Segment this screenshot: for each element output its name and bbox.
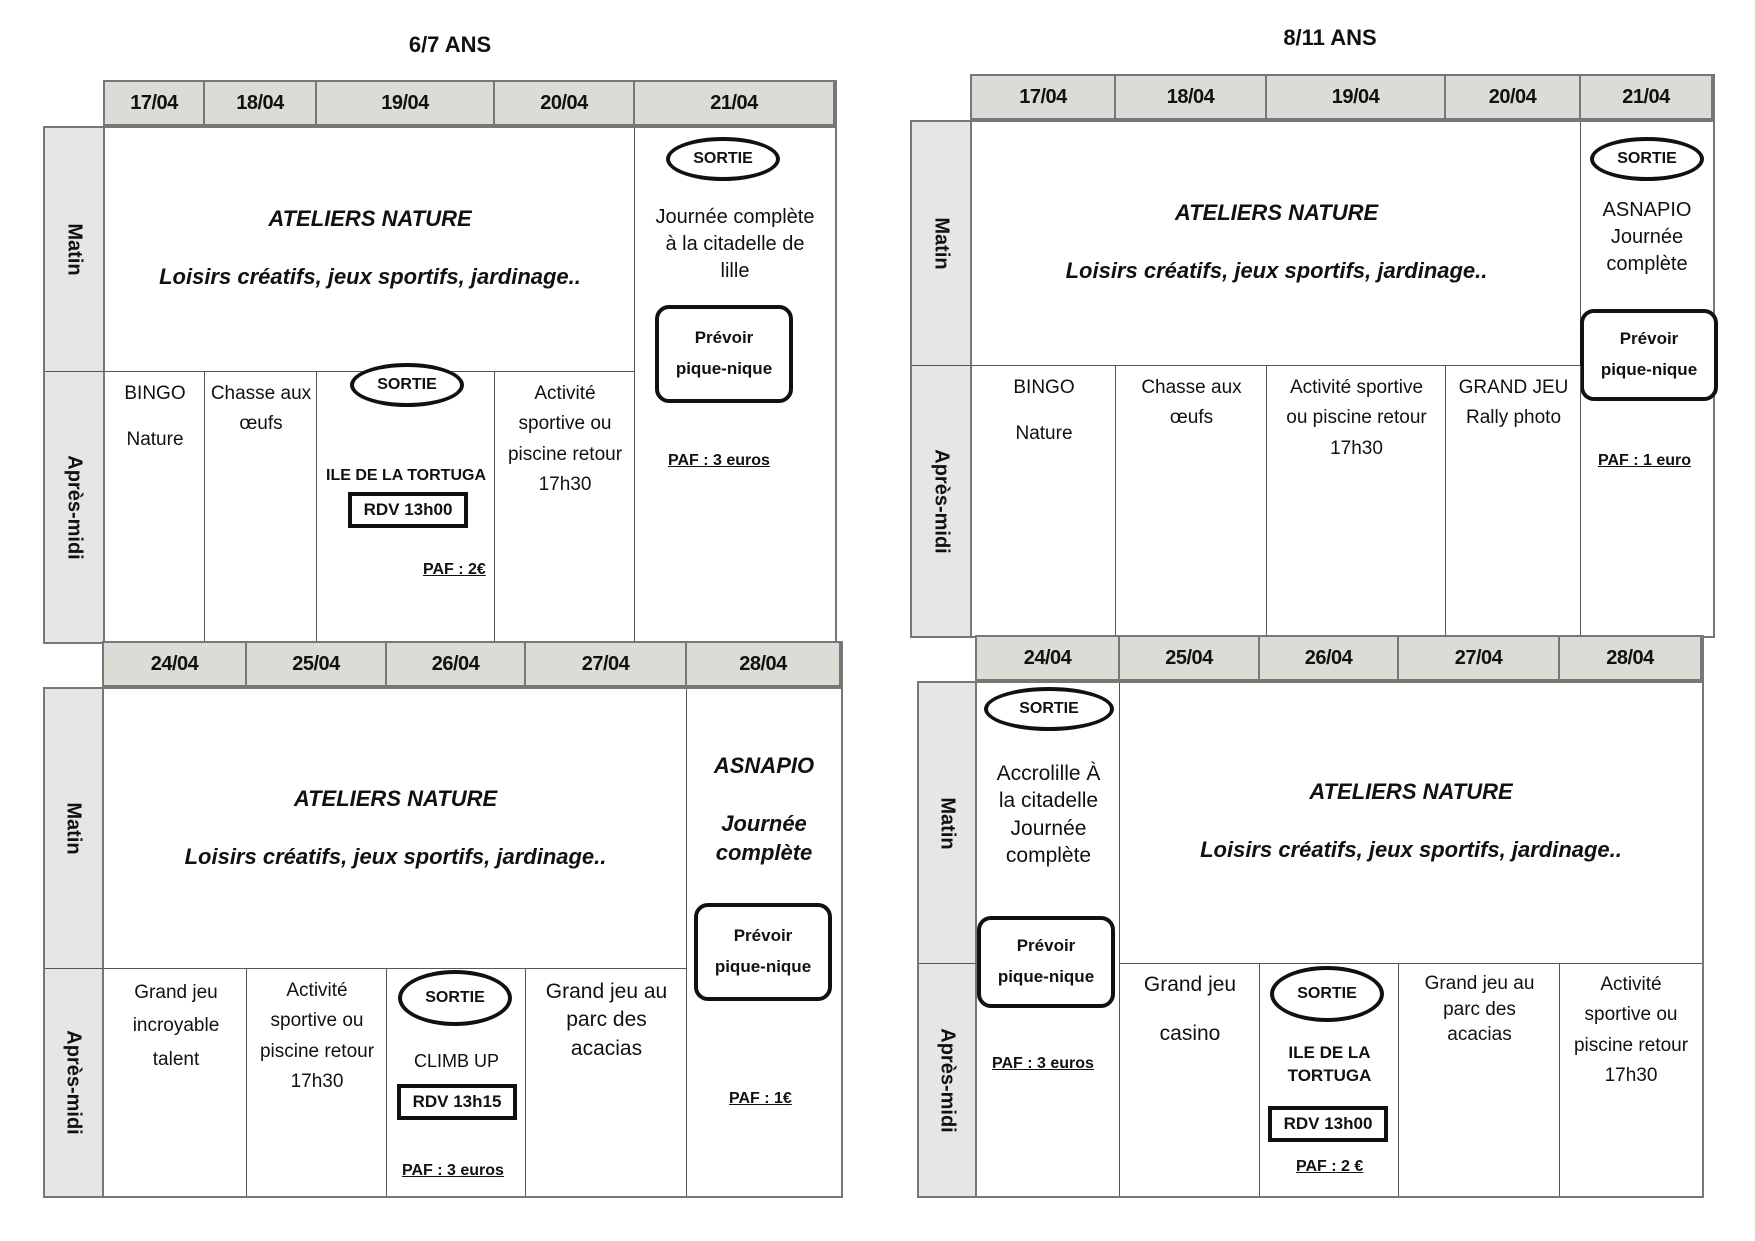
left-week1-day5-paf: PAF : 3 euros [668,452,770,469]
left-week2-pm3-text: CLIMB UP [413,1051,500,1071]
right-week2-day1-text: Accrolille À la citadelle Journée complète [996,762,1101,867]
right-week1-date-1: 17/04 [972,76,1116,120]
right-week1-day5-paf: PAF : 1 euro [1598,452,1692,469]
right-week2-date-2: 25/04 [1120,637,1260,681]
right-week2-pm4-text: Grand jeu au parc des acacias [1424,973,1535,1046]
left-week2-row-apresmidi: Après-midi [45,969,104,1196]
right-week2-pm3-paf: PAF : 2 € [1296,1158,1364,1175]
left-week2-pm2-text: Activité sportive ou piscine retour 17h30 [259,980,375,1093]
right-week1-pm2-text: Chasse aux œufs [1141,377,1242,429]
left-week1-morning-title: ATELIERS NATURE [268,206,472,231]
right-week1-row-matin: Matin [912,122,972,366]
right-week1-pm1-line1: BINGO [1013,377,1075,398]
right-week1-date-3: 19/04 [1267,76,1446,120]
right-week2-row-matin: Matin [919,683,977,964]
picnic-line1: Prévoir [733,926,793,946]
right-week1-pm1-line2: Nature [1015,423,1073,444]
left-week2-row-matin: Matin [45,689,104,969]
picnic-line1: Prévoir [1016,936,1076,956]
right-week1-morning-sub: Loisirs créatifs, jeux sportifs, jardinage.. [1065,258,1488,283]
right-week1-date-2: 18/04 [1116,76,1267,120]
right-week1-pm3-text: Activité sportive ou piscine retour 17h30 [1286,377,1427,459]
left-week1-pm3-sortie-oval: SORTIE [350,363,464,407]
right-week2-pm3-sortie-oval: SORTIE [1270,966,1384,1022]
left-week2-date-4: 27/04 [526,643,687,687]
picnic-line2: pique-nique [1600,360,1698,379]
left-week1-day5-text: Journée complète à la citadelle de lille [655,206,815,282]
right-week2-pm5-text: Activité sportive ou piscine retour 17h30 [1573,974,1689,1087]
right-week1-date-5: 21/04 [1581,76,1713,120]
left-week1-row-apresmidi: Après-midi [45,372,105,642]
right-week2-date-3: 26/04 [1260,637,1399,681]
right-week1-day5-sortie-oval: SORTIE [1590,137,1704,181]
left-week1-pm-cell-1 [105,372,205,642]
left-week1-morning-cell [105,128,635,372]
picnic-line1: Prévoir [1619,329,1679,349]
right-week2-pm3-text: ILE DE LA TORTUGA [1287,1043,1372,1085]
left-week1-day5-picnic-box [655,305,793,403]
right-week1-row-apresmidi: Après-midi [912,366,972,636]
right-week1-pm4-text: GRAND JEU Rally photo [1458,377,1569,429]
right-week2-day1-picnic-box [977,916,1115,1008]
picnic-line2: pique-nique [675,359,773,378]
left-week1-pm3-text: ILE DE LA TORTUGA [326,467,486,484]
right-week1-morning-cell [972,122,1581,366]
left-week1-morning-sub: Loisirs créatifs, jeux sportifs, jardinage.. [159,264,581,289]
right-week1-pm-cell-1 [972,366,1116,636]
left-title: 6/7 ANS [408,32,492,57]
left-week2-pm3-rdv: RDV 13h15 [397,1084,517,1120]
left-week2-date-1: 24/04 [104,643,247,687]
left-week1-date-2: 18/04 [205,82,317,126]
right-week1-morning-title: ATELIERS NATURE [1174,200,1379,225]
left-week2-pm3-sortie-oval: SORTIE [398,970,512,1026]
right-week2-pm2-line2: casino [1159,1022,1221,1045]
right-week2-day1-paf: PAF : 3 euros [992,1055,1094,1072]
right-week1-date-4: 20/04 [1446,76,1581,120]
left-week2-pm1-text: Grand jeu incroyable talent [132,982,220,1070]
left-week1-pm1-line1: BINGO [124,383,186,404]
picnic-line2: pique-nique [997,967,1095,986]
left-week1-day5-sortie-oval: SORTIE [666,137,780,181]
left-week2-date-3: 26/04 [387,643,526,687]
left-week1-date-1: 17/04 [105,82,205,126]
right-week2-date-5: 28/04 [1560,637,1702,681]
left-week1-date-4: 20/04 [495,82,635,126]
left-week2-day5-title: ASNAPIO [713,753,815,778]
left-week2-pm4-text: Grand jeu au parc des acacias [545,980,668,1060]
left-week1-date-5: 21/04 [635,82,835,126]
right-week2-morning-title: ATELIERS NATURE [1309,779,1513,804]
left-week2-day5-picnic-box [694,903,832,1001]
picnic-line2: pique-nique [714,957,812,976]
right-week2-pm3-rdv: RDV 13h00 [1268,1106,1388,1142]
right-title: 8/11 ANS [1283,25,1377,50]
left-week2-morning-cell [104,689,687,969]
left-week2-date-5: 28/04 [687,643,841,687]
right-week1-day5-picnic-box [1580,309,1718,401]
left-week1-row-matin: Matin [45,128,105,372]
left-week1-pm2-text: Chasse aux œufs [210,383,312,435]
right-week2-pm2-line1: Grand jeu [1143,973,1237,996]
picnic-line1: Prévoir [694,328,754,348]
left-week2-day5-paf: PAF : 1€ [729,1090,792,1107]
right-week2-morning-cell [1120,683,1702,964]
right-week2-date-4: 27/04 [1399,637,1560,681]
left-week2-pm3-paf: PAF : 3 euros [402,1162,504,1179]
right-week2-day1-sortie-oval: SORTIE [984,687,1114,731]
left-week1-pm1-line2: Nature [126,429,184,450]
left-week1-pm4-text: Activité sportive ou piscine retour 17h30 [507,383,623,496]
right-week2-date-1: 24/04 [977,637,1120,681]
right-week2-row-apresmidi: Après-midi [919,964,977,1196]
left-week2-date-2: 25/04 [247,643,387,687]
right-week1-day5-text: ASNAPIO Journée complète [1602,199,1692,275]
left-week2-morning-sub: Loisirs créatifs, jeux sportifs, jardinage.. [184,844,607,869]
left-week2-day5-sub: Journée complète [715,811,813,865]
left-week1-pm3-rdv: RDV 13h00 [348,492,468,528]
right-week2-morning-sub: Loisirs créatifs, jeux sportifs, jardinage.. [1200,837,1622,862]
left-week2-morning-title: ATELIERS NATURE [293,786,498,811]
left-week1-date-3: 19/04 [317,82,495,126]
left-week1-pm3-paf: PAF : 2€ [423,561,486,578]
